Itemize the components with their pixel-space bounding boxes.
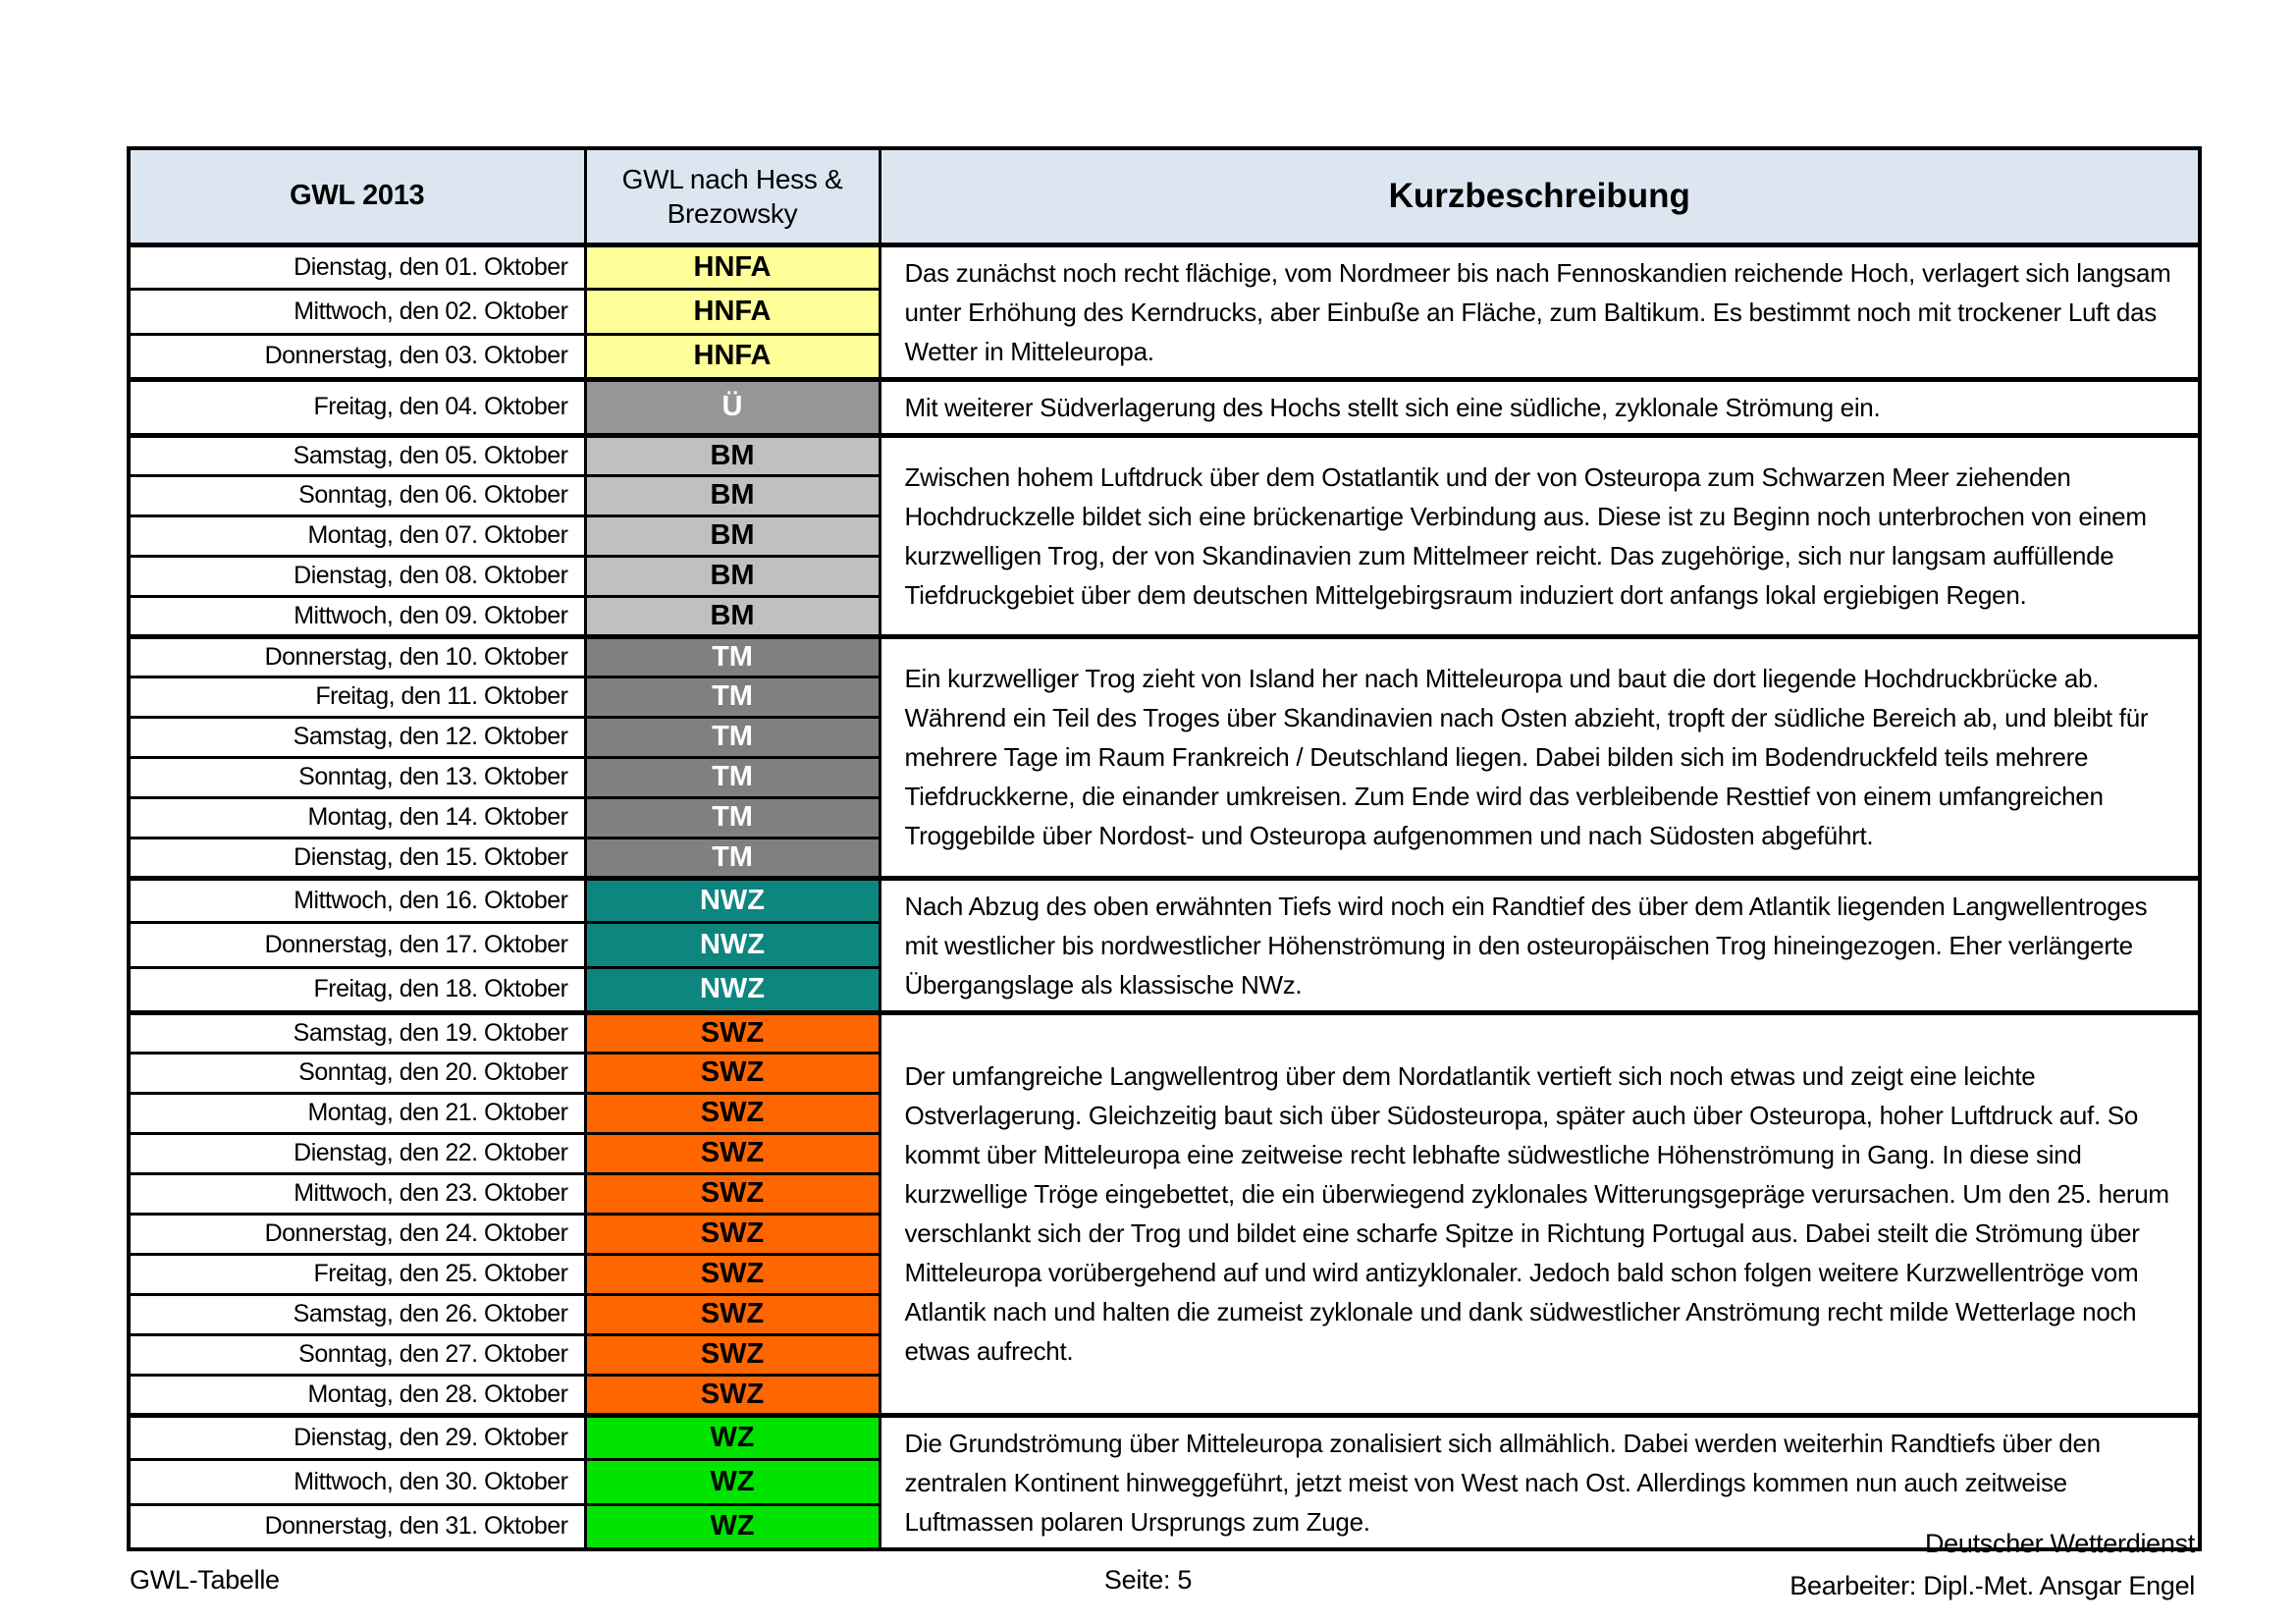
table-row [129,1012,2200,1053]
date-cell: Freitag, den 04. Oktober [129,379,585,435]
code-cell: TM [585,838,880,878]
description-cell: Mit weiterer Südverlagerung des Hochs stellt sich eine südliche, zyklonale Strömung ein. [880,379,2200,435]
date-cell: Dienstag, den 01. Oktober [129,244,585,290]
code-cell: BM [585,475,880,515]
table-header [129,148,2200,244]
date-cell: Montag, den 14. Oktober [129,797,585,838]
code-cell: TM [585,676,880,717]
group-ue [129,379,2200,435]
code-cell: SWZ [585,1012,880,1053]
date-cell: Sonntag, den 20. Oktober [129,1053,585,1093]
code-cell: BM [585,515,880,556]
footer-credits [1789,1523,2195,1607]
date-cell: Mittwoch, den 02. Oktober [129,290,585,335]
code-cell: HNFA [585,334,880,379]
code-cell: BM [585,556,880,596]
date-cell: Montag, den 07. Oktober [129,515,585,556]
code-cell: HNFA [585,290,880,335]
code-cell: SWZ [585,1294,880,1334]
code-cell: WZ [585,1504,880,1549]
date-cell: Sonntag, den 13. Oktober [129,757,585,797]
code-cell: Ü [585,379,880,435]
date-cell: Samstag, den 26. Oktober [129,1294,585,1334]
table-row [129,636,2200,676]
description-cell: Die Grundströmung über Mitteleuropa zonalisiert sich allmählich. Dabei werden weiterhin Randtiefs über den zentralen Kontinent hinweggeführt, jetzt meist von West nach Ost. Allerdings kommen nun auch zeitweise Luftmassen polaren Ursprungs zum Zuge. [880,1415,2200,1549]
code-cell: SWZ [585,1254,880,1294]
code-cell: NWZ [585,923,880,968]
date-cell: Freitag, den 18. Oktober [129,967,585,1012]
date-cell: Samstag, den 19. Oktober [129,1012,585,1053]
date-cell: Dienstag, den 15. Oktober [129,838,585,878]
code-cell: WZ [585,1460,880,1505]
code-cell: SWZ [585,1133,880,1173]
code-cell: HNFA [585,244,880,290]
date-cell: Mittwoch, den 30. Oktober [129,1460,585,1505]
date-cell: Donnerstag, den 10. Oktober [129,636,585,676]
code-cell: NWZ [585,967,880,1012]
date-cell: Dienstag, den 29. Oktober [129,1415,585,1460]
header-gwl-2013: GWL 2013 [129,148,585,244]
date-cell: Montag, den 21. Oktober [129,1093,585,1133]
date-cell: Dienstag, den 08. Oktober [129,556,585,596]
code-cell: TM [585,636,880,676]
code-cell: TM [585,757,880,797]
table-row [129,435,2200,475]
date-cell: Montag, den 28. Oktober [129,1375,585,1415]
date-cell: Donnerstag, den 17. Oktober [129,923,585,968]
footer-org: Deutscher Wetterdienst [1924,1529,2195,1558]
date-cell: Donnerstag, den 31. Oktober [129,1504,585,1549]
description-cell: Nach Abzug des oben erwähnten Tiefs wird noch ein Randtief des über dem Atlantik liegenden Langwellentroges mit westlicher bis nordwestlicher Höhenströmung in den osteuropäischen Trog hineingezogen. Eher verlängerte Übergangslage als klassische NWz. [880,878,2200,1012]
date-cell: Sonntag, den 06. Oktober [129,475,585,515]
group-tm [129,636,2200,878]
date-cell: Samstag, den 05. Oktober [129,435,585,475]
page-number: Seite: 5 [1103,1565,1193,1595]
date-cell: Mittwoch, den 09. Oktober [129,596,585,636]
code-cell: NWZ [585,878,880,923]
description-cell: Ein kurzwelliger Trog zieht von Island her nach Mitteleuropa und baut die dort liegende Hochdruckbrücke ab. Während ein Teil des Troges über Skandinavien nach Osten abzieht, tropft der südliche Bereich ab, und bleibt für mehrere Tage im Raum Frankreich / Deutschland liegen. Dabei bilden sich im Bodendruckfeld teils mehrere Tiefdruckkerne, die einander umkreisen. Zum Ende wird das verbleibende Resttief von einem umfangreichen Troggebilde über Nordost- und Osteuropa aufgenommen und nach Südosten abgeführt. [880,636,2200,878]
code-cell: TM [585,717,880,757]
code-cell: SWZ [585,1093,880,1133]
date-cell: Sonntag, den 27. Oktober [129,1334,585,1375]
group-swz [129,1012,2200,1415]
header-gwl-hess-brezowsky: GWL nach Hess & Brezowsky [585,148,880,244]
date-cell: Mittwoch, den 23. Oktober [129,1173,585,1214]
code-cell: SWZ [585,1214,880,1254]
table-row [129,379,2200,435]
date-cell: Donnerstag, den 03. Oktober [129,334,585,379]
table-row [129,1415,2200,1460]
date-cell: Freitag, den 25. Oktober [129,1254,585,1294]
description-cell: Das zunächst noch recht flächige, vom Nordmeer bis nach Fennoskandien reichende Hoch, verlagert sich langsam unter Erhöhung des Kerndrucks, aber Einbuße an Fläche, zum Baltikum. Es bestimmt noch mit trockener Luft das Wetter in Mitteleuropa. [880,244,2200,379]
table-row [129,878,2200,923]
table-header-row [129,148,2200,244]
date-cell: Donnerstag, den 24. Oktober [129,1214,585,1254]
group-hnfa [129,244,2200,379]
header-kurzbeschreibung: Kurzbeschreibung [880,148,2200,244]
code-cell: WZ [585,1415,880,1460]
description-cell: Der umfangreiche Langwellentrog über dem Nordatlantik vertieft sich noch etwas und zeigt eine leichte Ostverlagerung. Gleichzeitig baut sich über Südosteuropa, später auch über Osteuropa, hoher Luftdruck auf. So kommt über Mitteleuropa eine zeitweise recht lebhafte südwestliche Höhenströmung in Gang. In diese sind kurzwellige Tröge eingebettet, die ein überwiegend zyklonales Witterungsgepräge verursachen. Um den 25. herum verschlankt sich der Trog und bildet eine scharfe Spitze in Richtung Portugal aus. Dabei steilt die Strömung über Mitteleuropa vorübergehend auf und wird antizyklonaler. Jedoch bald schon folgen weitere Kurzwellentröge vom Atlantik nach und halten die zumeist zyklonale und dank südwestlicher Anströmung recht milde Wetterlage noch etwas aufrecht. [880,1012,2200,1415]
date-cell: Samstag, den 12. Oktober [129,717,585,757]
code-cell: BM [585,435,880,475]
gwl-table [127,146,2202,1551]
code-cell: SWZ [585,1334,880,1375]
code-cell: TM [585,797,880,838]
group-nwz [129,878,2200,1012]
group-bm [129,435,2200,636]
date-cell: Freitag, den 11. Oktober [129,676,585,717]
code-cell: BM [585,596,880,636]
code-cell: SWZ [585,1375,880,1415]
footer-doc-label: GWL-Tabelle [130,1565,280,1595]
date-cell: Dienstag, den 22. Oktober [129,1133,585,1173]
description-cell: Zwischen hohem Luftdruck über dem Ostatlantik und der von Osteuropa zum Schwarzen Meer ziehenden Hochdruckzelle bildet sich eine brückenartige Verbindung aus. Diese ist zu Beginn noch unterbrochen von einem kurzwelligen Trog, der von Skandinavien zum Mittelmeer reicht. Das zugehörige, sich nur langsam auffüllende Tiefdruckgebiet über dem deutschen Mittelgebirgsraum induziert dort anfangs lokal ergiebigen Regen. [880,435,2200,636]
code-cell: SWZ [585,1173,880,1214]
footer-editor: Bearbeiter: Dipl.-Met. Ansgar Engel [1789,1571,2195,1600]
table-row [129,244,2200,290]
date-cell: Mittwoch, den 16. Oktober [129,878,585,923]
code-cell: SWZ [585,1053,880,1093]
